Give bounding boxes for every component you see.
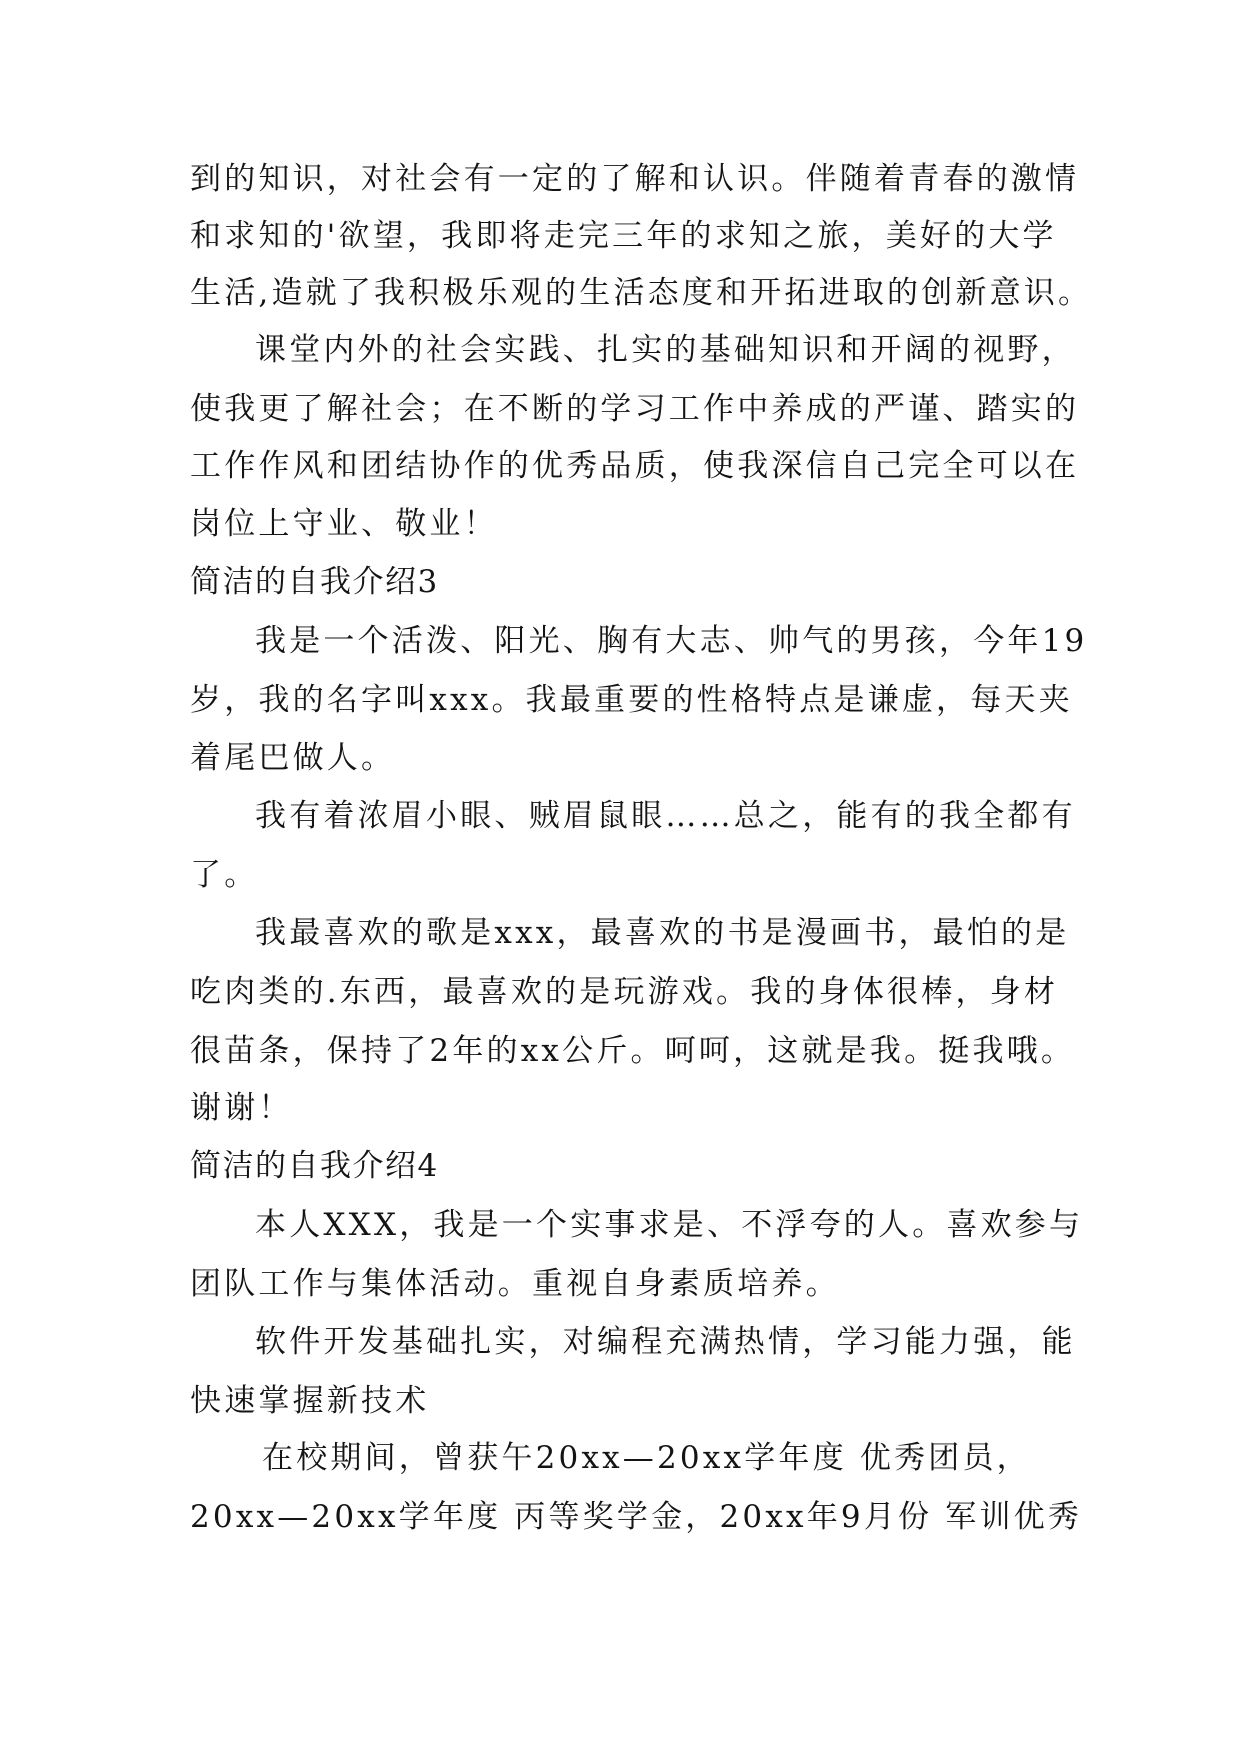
section-heading: 简洁的自我介绍3 xyxy=(190,564,439,600)
paragraph-line: 很苗条，保持了2年的xx公斤。呵呵，这就是我。挺我哦。 xyxy=(190,1033,1076,1069)
paragraph-line: 吃肉类的.东西，最喜欢的是玩游戏。我的身体很棒，身材 xyxy=(190,974,1059,1010)
paragraph-line: 我最喜欢的歌是xxx，最喜欢的书是漫画书，最怕的是 xyxy=(255,915,1070,951)
paragraph-line: 岁，我的名字叫xxx。我最重要的性格特点是谦虚，每天夹 xyxy=(190,682,1073,718)
paragraph-line: 了。 xyxy=(190,857,259,893)
paragraph-line: 使我更了解社会；在不断的学习工作中养成的严谨、踏实的 xyxy=(190,391,1080,427)
paragraph-line: 工作作风和团结协作的优秀品质，使我深信自己完全可以在 xyxy=(190,448,1080,484)
paragraph-line: 课堂内外的社会实践、扎实的基础知识和开阔的视野， xyxy=(255,332,1076,368)
paragraph-line: 着尾巴做人。 xyxy=(190,740,396,776)
paragraph-line: 谢谢！ xyxy=(190,1090,293,1126)
paragraph-line: 我是一个活泼、阳光、胸有大志、帅气的男孩，今年19 xyxy=(255,623,1088,659)
paragraph-line: 本人XXX，我是一个实事求是、不浮夸的人。喜欢参与 xyxy=(255,1207,1084,1243)
paragraph-line: 快速掌握新技术 xyxy=(190,1383,430,1419)
paragraph-line: 我有着浓眉小眼、贼眉鼠眼……总之，能有的我全都有 xyxy=(255,798,1076,834)
section-heading: 简洁的自我介绍4 xyxy=(190,1148,439,1184)
paragraph-line: 和求知的'欲望，我即将走完三年的求知之旅，美好的大学 xyxy=(190,218,1057,254)
paragraph-line: 生活,造就了我积极乐观的生活态度和开拓进取的创新意识。 xyxy=(190,275,1093,311)
paragraph-line: 在校期间，曾获午20xx—20xx学年度 优秀团员， xyxy=(262,1440,1031,1476)
paragraph-line: 团队工作与集体活动。重视自身素质培养。 xyxy=(190,1266,840,1302)
paragraph-line: 软件开发基础扎实，对编程充满热情，学习能力强，能 xyxy=(255,1324,1076,1360)
paragraph-line: 到的知识，对社会有一定的了解和认识。伴随着青春的激情 xyxy=(190,161,1080,197)
paragraph-line: 岗位上守业、敬业！ xyxy=(190,506,498,542)
paragraph-line: 20xx—20xx学年度 丙等奖学金，20xx年9月份 军训优秀 xyxy=(190,1499,1083,1535)
